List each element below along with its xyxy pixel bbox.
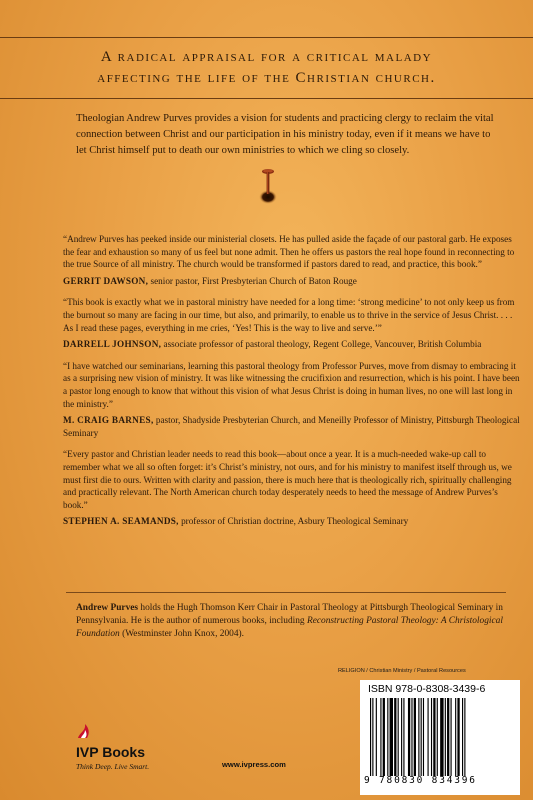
barcode-bar	[372, 698, 373, 776]
endorsement	[63, 296, 521, 350]
author-divider	[66, 592, 506, 593]
category-label: RELIGION / Christian Ministry / Pastoral Resources	[338, 668, 466, 674]
barcode-bar	[387, 698, 388, 776]
barcode-bar	[390, 698, 393, 776]
barcode-bar	[457, 698, 459, 776]
ivp-flame-icon	[76, 722, 94, 740]
barcode-bar	[455, 698, 456, 776]
endorsements	[63, 233, 521, 537]
barcode-icon	[368, 698, 514, 776]
endorsement-text: “Andrew Purves has peeked inside our ministerial closets. He has pulled aside the façade of our pastoral garb. He exposes the fear and exhaustion so many of us feel but none admit. Then he offers us pastors the real hope found in reconnecting to the true Source of all ministry. The church would be transformed if pastors dared to read, and practice, this book.”	[63, 234, 515, 270]
endorsement-attribution	[63, 414, 521, 439]
publisher-url[interactable]: www.ivpress.com	[222, 760, 286, 769]
barcode-bar	[431, 698, 432, 776]
barcode-bar	[437, 698, 438, 776]
endorsement	[63, 360, 521, 440]
endorsement-attribution	[63, 338, 521, 351]
tagline-line-1: A radical appraisal for a critical malady	[100, 49, 433, 65]
barcode-bar	[421, 698, 422, 776]
barcode-bar	[411, 698, 412, 776]
endorser-role: associate professor of pastoral theology, Regent College, Vancouver, British Columbia	[161, 339, 482, 350]
author-bio-text: holds the Hugh Thomson Kerr Chair in Pastoral Theology at Pittsburgh Theological Seminary in Pennsylvania. He is the author of numerous books, including	[76, 603, 503, 626]
endorser-role: professor of Christian doctrine, Asbury Theological Seminary	[178, 516, 409, 527]
publisher-slogan: Think Deep. Live Smart.	[76, 762, 150, 771]
author-name: Andrew Purves	[76, 603, 139, 613]
barcode-bar	[403, 698, 404, 776]
barcode-bar	[464, 698, 465, 776]
top-rule	[0, 37, 533, 38]
publisher-name: IVP Books	[76, 744, 145, 760]
barcode-bar	[414, 698, 416, 776]
publisher-logo	[76, 722, 166, 777]
isbn-label: ISBN 978-0-8308-3439-6	[368, 683, 486, 695]
endorser-name: STEPHEN A. SEAMANDS,	[63, 516, 179, 527]
tagline-line-2: affecting the life of the Christian church.	[97, 70, 436, 86]
barcode-bar	[394, 698, 396, 776]
endorser-name: DARRELL JOHNSON,	[63, 339, 162, 350]
barcode-bar	[451, 698, 452, 776]
barcode-bar	[428, 698, 429, 776]
endorsement-attribution	[63, 275, 521, 288]
barcode-bar	[380, 698, 381, 776]
author-book-title: Reconstructing Pastoral Theology: A Christological Foundation	[76, 616, 503, 639]
barcode-bar	[440, 698, 443, 776]
endorser-role: senior pastor, First Presbyterian Church of Baton Rouge	[148, 275, 357, 286]
endorser-role: pastor, Shadyside Presbyterian Church, and Meneilly Professor of Ministry, Pittsburgh Theological Seminary	[63, 415, 520, 438]
barcode-bar	[398, 698, 399, 776]
barcode-bar	[376, 698, 377, 776]
endorsement-text: “Every pastor and Christian leader needs to read this book—about once a year. It is a much-needed wake-up call to remember what we all so often forget: it’s Christ’s ministry, not ours, and for his ministry to manifest itself through us, we must first die to ours. Written with clarity and passion, there is much here that is theologically rich, spiritually challenging and practically relevant. The North American church today desperately needs to heed the message of Andrew Purves’s book.”	[63, 449, 512, 510]
endorsement-text: “This book is exactly what we in pastoral ministry have needed for a long time: ‘strong medicine’ to not only keep us from the burnout so many are facing in our time, but also, and primarily, to enable us to thrive in the service of Jesus Christ. . . . As I read these pages, everything in me cries, ‘Yes! This is the way to live and serve.’”	[63, 297, 515, 333]
barcode-bar	[370, 698, 371, 776]
endorser-name: M. CRAIG BARNES,	[63, 415, 154, 426]
tagline	[0, 47, 533, 89]
barcode-bar	[433, 698, 435, 776]
barcode-bar	[423, 698, 424, 776]
barcode-panel	[360, 680, 520, 795]
barcode-bar	[462, 698, 463, 776]
endorsement-attribution	[63, 515, 521, 528]
intro-paragraph: Theologian Andrew Purves provides a vision for students and practicing clergy to reclaim the vital connection between Christ and our participation in his ministry today, even if it means we have to let Christ himself put to death our own ministries to which we cling so closely.	[76, 113, 494, 156]
author-bio	[76, 602, 506, 641]
barcode-bar	[408, 698, 410, 776]
tagline-bottom-rule	[0, 98, 533, 99]
barcode-bar	[445, 698, 446, 776]
endorsement	[63, 233, 521, 287]
barcode-number: 9 780830 834396	[364, 775, 477, 786]
barcode-bar	[447, 698, 449, 776]
endorsement	[63, 448, 521, 528]
barcode-bar	[418, 698, 419, 776]
endorsement-text: “I have watched our seminarians, learning this pastoral theology from Professor Purves, move from dismay to embracing it as a surprising new vision of ministry. It was like witnessing the crucifixion and resurrection, which is his point. I have been a pastor long enough to know that without this vision of what Jesus Christ is doing in human lives, no one will last long in the ministry.”	[63, 360, 520, 409]
barcode-bar	[383, 698, 385, 776]
author-bio-text-end: (Westminster John Knox, 2004).	[119, 629, 244, 639]
barcode-bar	[401, 698, 402, 776]
endorser-name: GERRIT DAWSON,	[63, 275, 149, 286]
nail-icon	[248, 168, 288, 204]
